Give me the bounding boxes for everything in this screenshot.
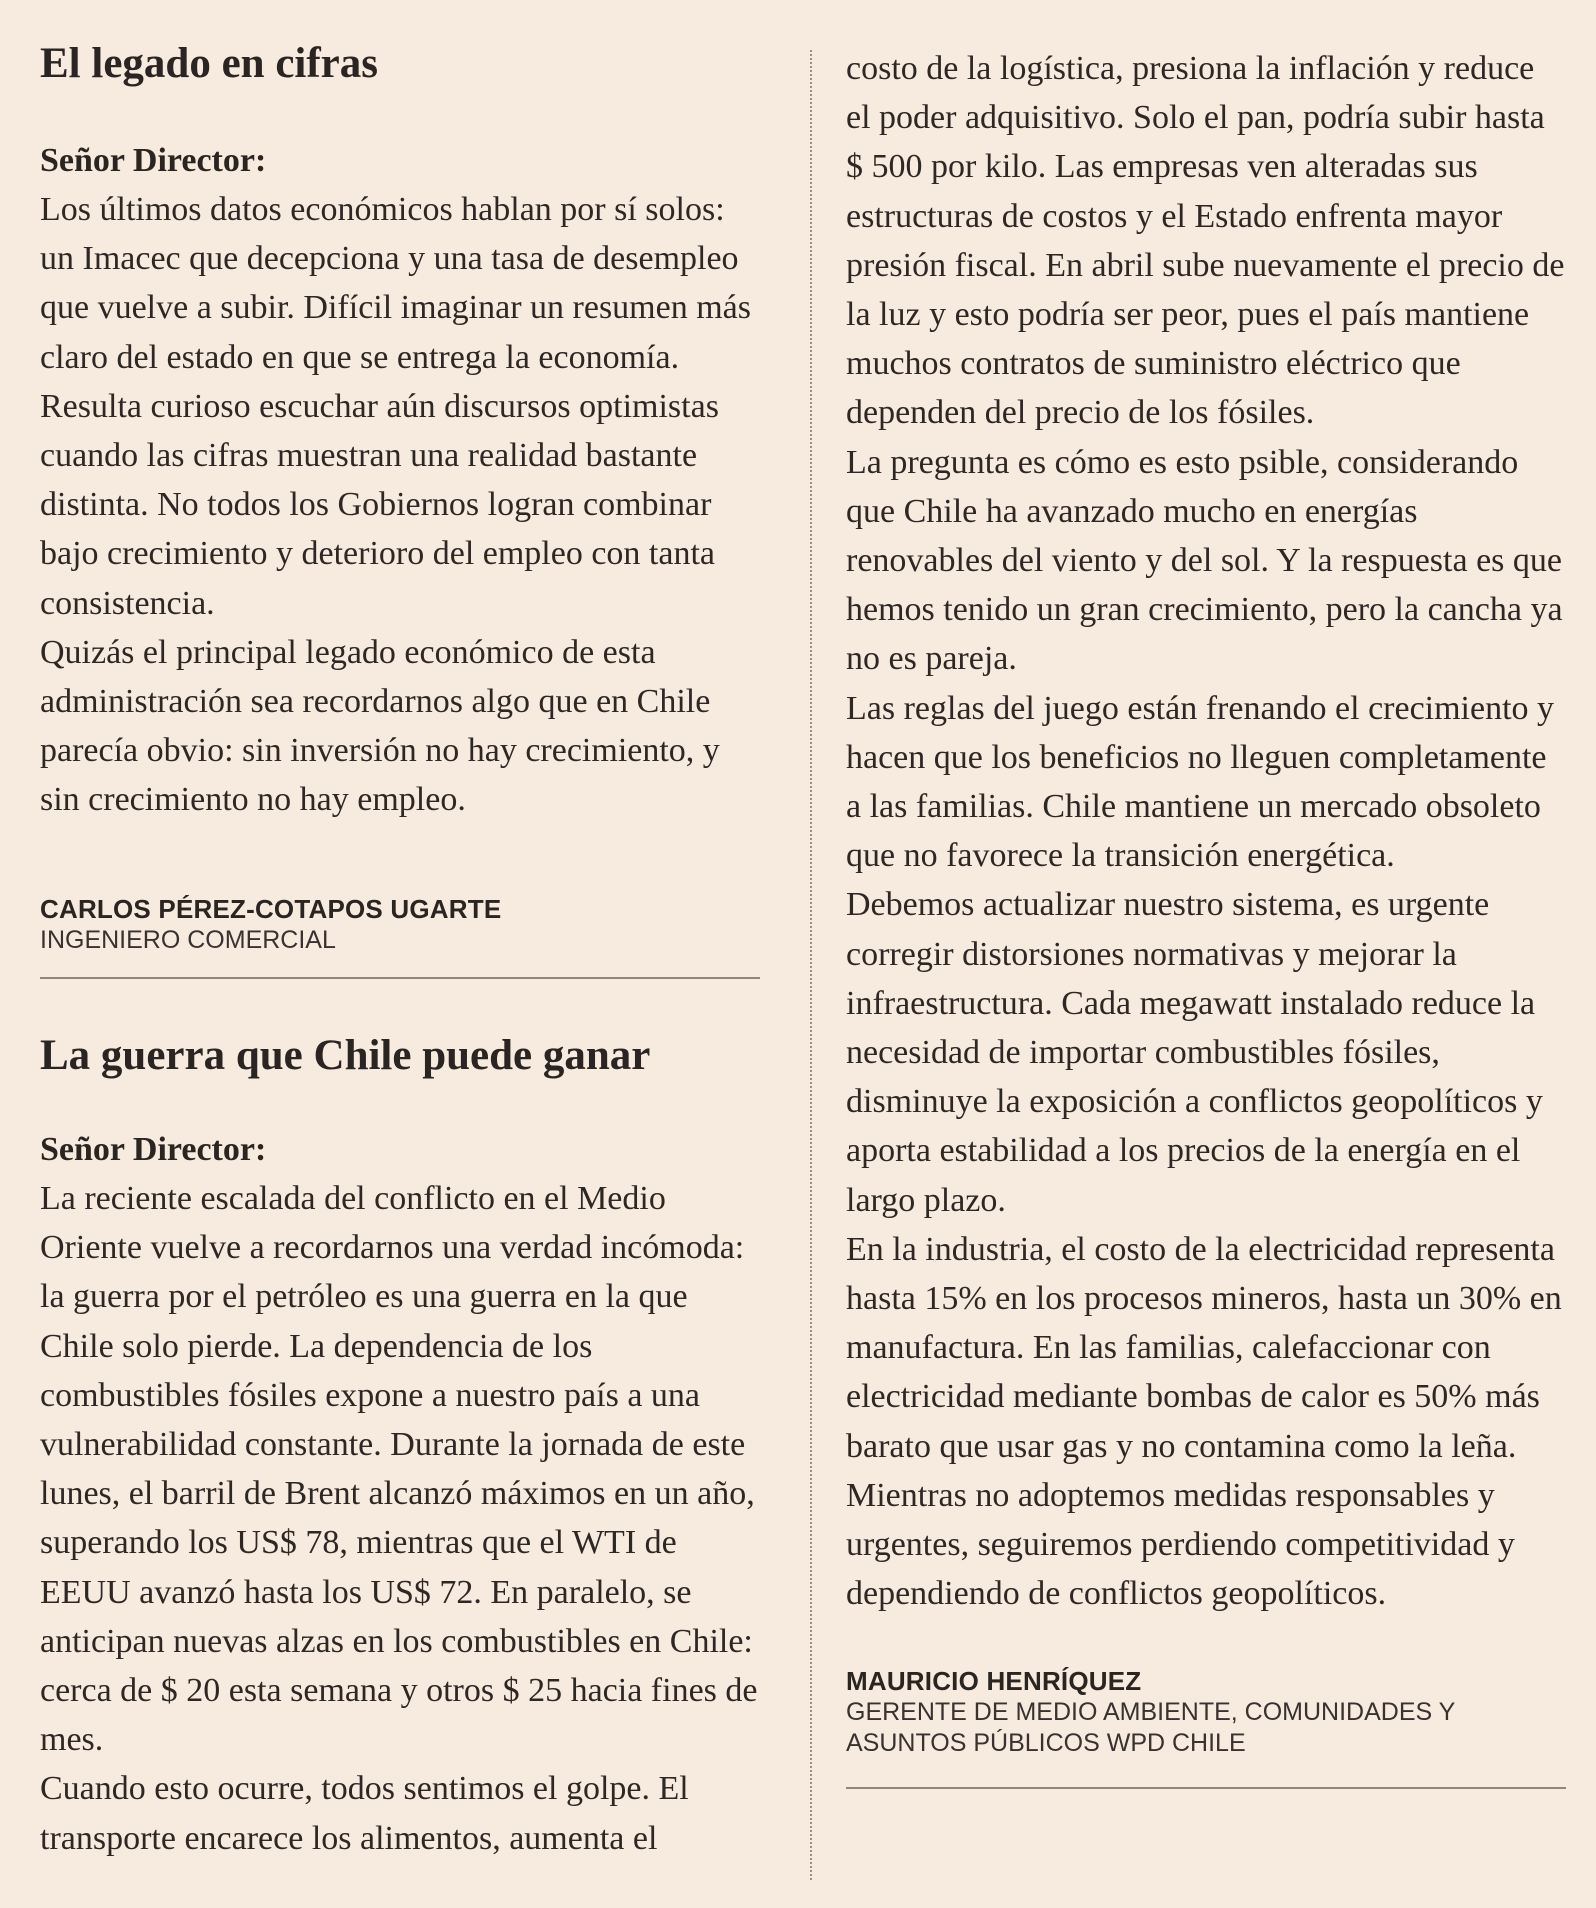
letter-title: El legado en cifras <box>40 40 378 87</box>
letter-paragraph: Los últimos datos económicos hablan por sí solos: un Imacec que decepciona y una tasa de desempleo que vuelve a subir. Difícil imaginar un resumen más claro del estado en que se entrega la economía. <box>40 191 751 376</box>
author-role: INGENIERO COMERCIAL <box>40 926 336 954</box>
letter-paragraph: La pregunta es cómo es esto psible, considerando que Chile ha avanzado mucho en energías renovables del viento y del sol. Y la respuesta es que hemos tenido un gran crecimiento, pero la cancha ya no es pareja. <box>846 443 1563 678</box>
author-name: CARLOS PÉREZ-COTAPOS UGARTE <box>40 894 502 924</box>
letter-paragraph: Debemos actualizar nuestro sistema, es urgente corregir distorsiones normativas y mejorar la infraestructura. Cada megawatt instalado reduce la necesidad de importar combustibles fósiles, disminuye la exposición a conflictos geopolíticos y aporta estabilidad a los precios de la energía en el largo plazo. <box>846 886 1543 1219</box>
letter-la-guerra <box>40 1030 760 1863</box>
letter-paragraph: Cuando esto ocurre, todos sentimos el golpe. El transporte encarece los alimentos, aumenta el <box>40 1770 689 1857</box>
letter-paragraph: En la industria, el costo de la electricidad representa hasta 15% en los procesos mineros, hasta un 30% en manufactura. En las familias, calefaccionar con electricidad mediante bombas de calor es 50% más barato que usar gas y no contamina como la leña. <box>846 1230 1562 1465</box>
letter-paragraph: Las reglas del juego están frenando el crecimiento y hacen que los beneficios no lleguen completamente a las familias. Chile mantiene un mercado obsoleto que no favorece la transición energética. <box>846 689 1555 875</box>
author-role-line: GERENTE DE MEDIO AMBIENTE, COMUNIDADES Y <box>846 1697 1456 1726</box>
signature-block <box>846 1665 1566 1759</box>
letter-paragraph: Mientras no adoptemos medidas responsables y urgentes, seguiremos perdiendo competitividad y dependiendo de conflictos geopolíticos. <box>846 1476 1515 1613</box>
letter-title: La guerra que Chile puede ganar <box>40 1032 651 1079</box>
letter-paragraph: La reciente escalada del conflicto en el Medio Oriente vuelve a recordarnos una verdad incómoda: la guerra por el petróleo es una guerra en la que Chile solo pierde. La dependencia de los combustibles fósiles expone a nuestro país a una vulnerabilidad constante. Durante la jornada de este lunes, el barril de Brent alcanzó máximos en un año, superando los US$ 78, mientras que el WTI de EEUU avanzó hasta los US$ 72. En paralelo, se anticipan nuevas alzas en los combustibles en Chile: cerca de $ 20 esta semana y otros $ 25 hacia fines de mes. <box>40 1180 758 1759</box>
signature-block <box>40 893 760 956</box>
author-name: MAURICIO HENRÍQUEZ <box>846 1665 1142 1696</box>
salutation: Señor Director: <box>40 1131 267 1168</box>
salutation: Señor Director: <box>40 142 267 179</box>
letter-paragraph: Quizás el principal legado económico de esta administración sea recordarnos algo que en Chile parecía obvio: sin inversión no hay crecimiento, y sin crecimiento no hay empleo. <box>40 633 720 819</box>
column-divider <box>810 50 812 1880</box>
letter-el-legado <box>40 38 760 825</box>
section-divider <box>40 977 760 979</box>
right-column <box>846 44 1566 1789</box>
section-divider <box>846 1787 1566 1789</box>
letter-paragraph: Resulta curioso escuchar aún discursos optimistas cuando las cifras muestran una realidad bastante distinta. No todos los Gobiernos logran combinar bajo crecimiento y deterioro del empleo con tanta consistencia. <box>40 387 719 622</box>
author-role-line: ASUNTOS PÚBLICOS WPD CHILE <box>846 1728 1246 1757</box>
letter-paragraph: costo de la logística, presiona la inflación y reduce el poder adquisitivo. Solo el pan, podría subir hasta $ 500 por kilo. Las empresas ven alteradas sus estructuras de costos y el Estado enfrenta mayor presión fiscal. En abril sube nuevamente el precio de la luz y esto podría ser peor, pues el país mantiene muchos contratos de suministro eléctrico que dependen del precio de los fósiles. <box>846 50 1565 432</box>
